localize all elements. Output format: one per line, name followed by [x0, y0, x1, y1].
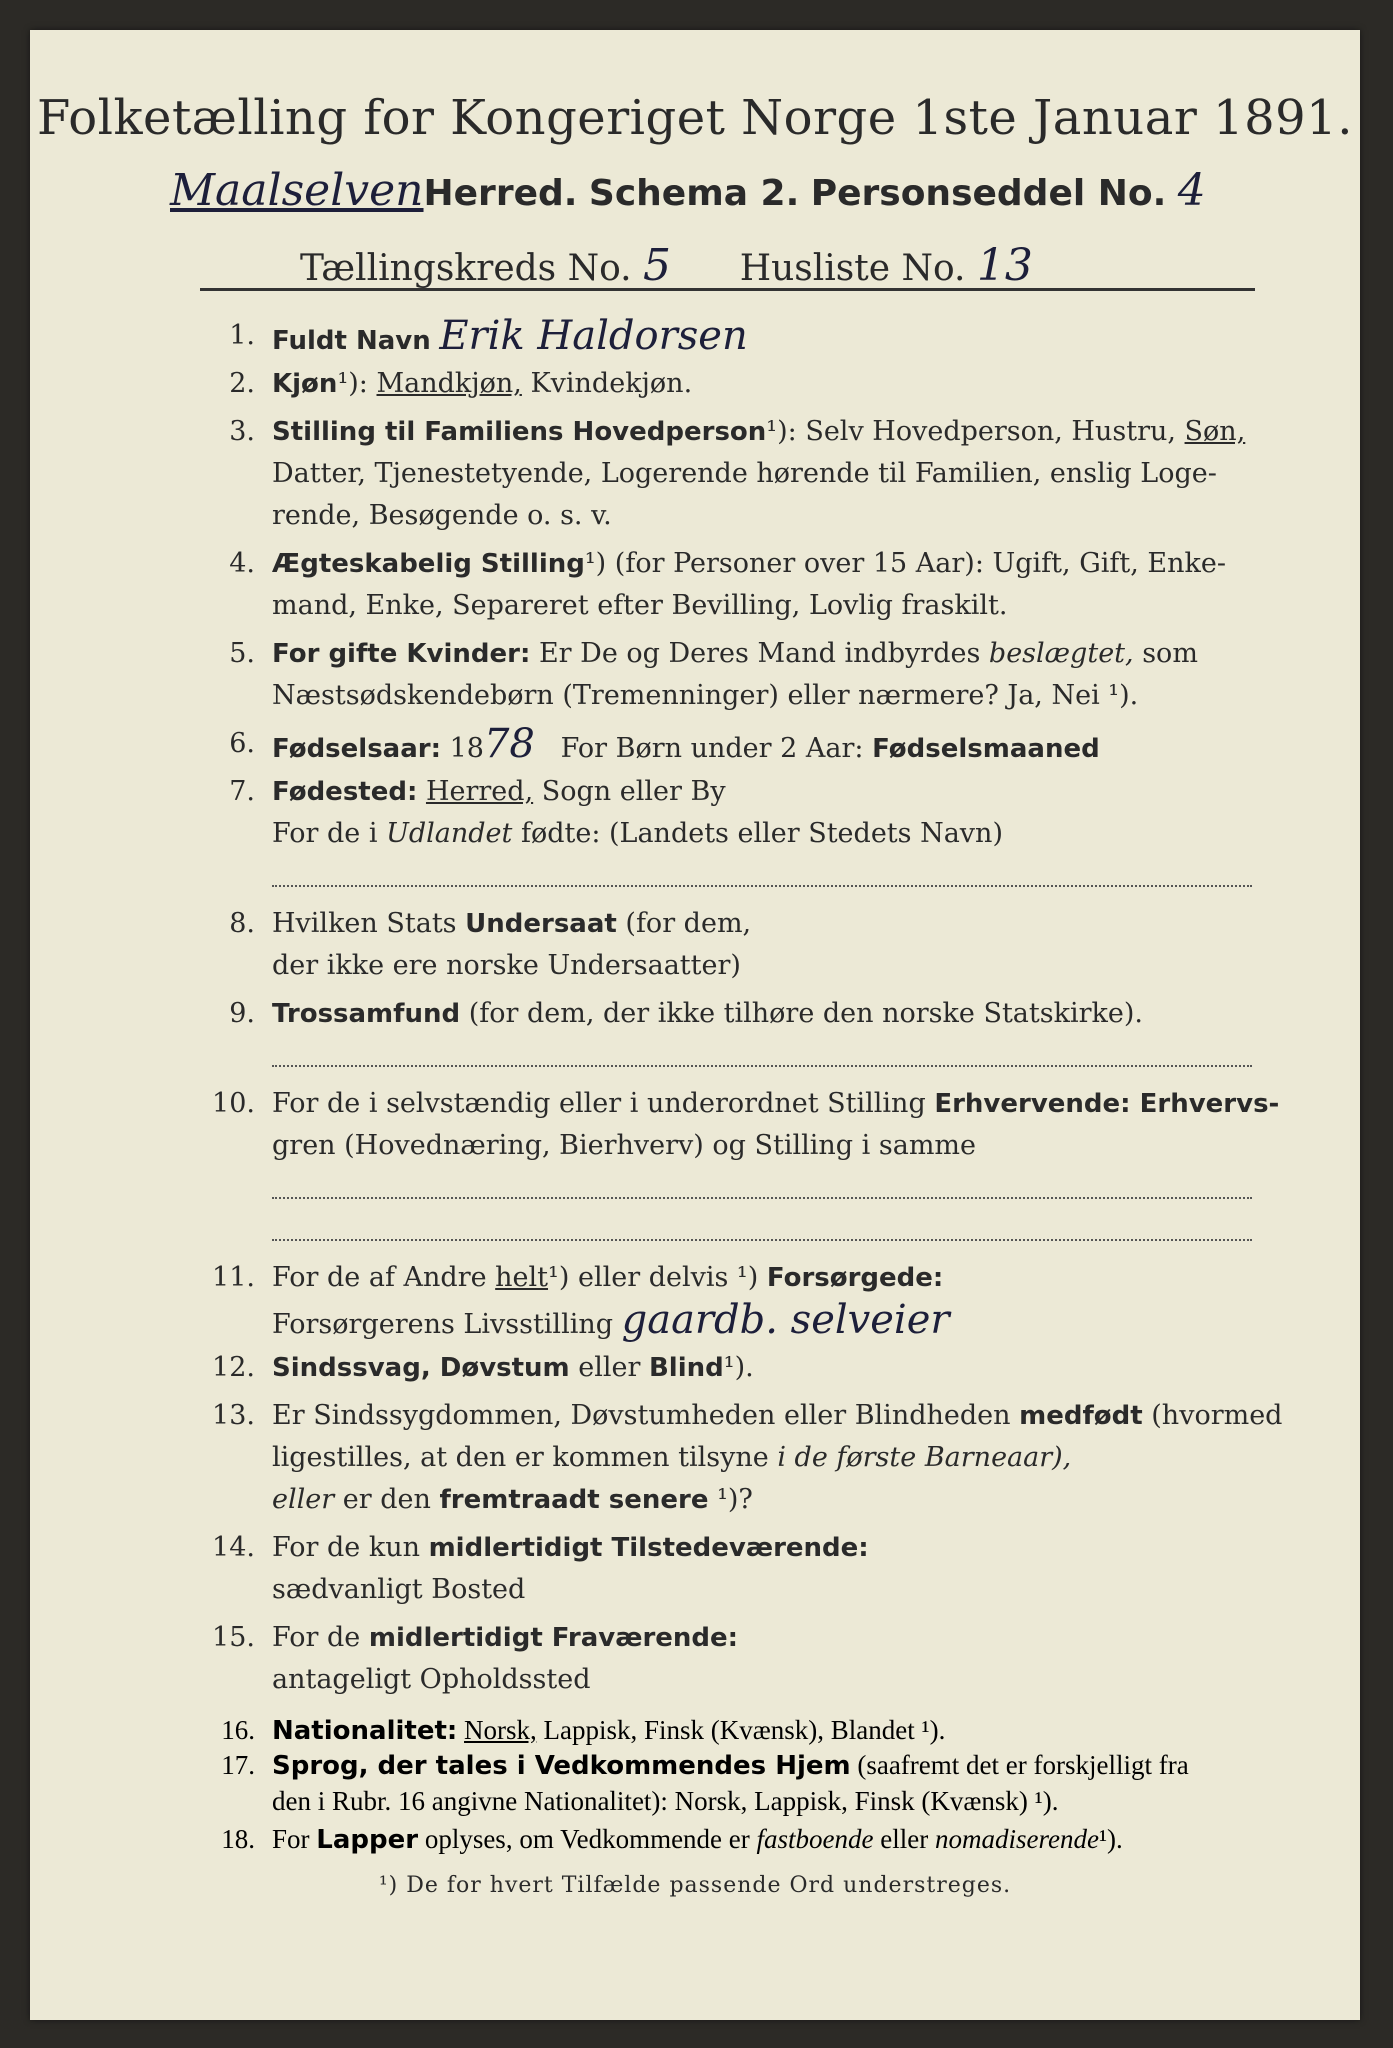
personseddel-value: 4	[1177, 165, 1206, 216]
personseddel-label: Personseddel No.	[810, 173, 1167, 214]
taellingskreds-value: 5	[643, 240, 672, 291]
schema-label: Schema 2.	[588, 173, 800, 214]
birth-year-value: 78	[483, 721, 535, 767]
husliste-value: 13	[976, 240, 1033, 291]
full-name-label: Fuldt Navn	[272, 326, 431, 356]
taellingskreds-label: Tællingskreds No.	[300, 248, 632, 289]
sex-selected: Mandkjøn,	[376, 368, 522, 399]
footnote: ¹) De for hvert Tilfælde passende Ord understreges.	[378, 1873, 1012, 1898]
nationality-selected: Norsk,	[464, 1715, 537, 1745]
form-title: Folketælling for Kongeriget Norge 1ste Januar 1891.	[37, 90, 1353, 146]
full-name-value: Erik Haldorsen	[439, 313, 748, 359]
birthplace-selected: Herred,	[425, 776, 534, 807]
herred-value: Maalselven	[170, 165, 424, 216]
provider-occupation-value: gaardb. selveier	[621, 1297, 950, 1343]
husliste-label: Husliste No.	[739, 248, 966, 289]
census-form: Folketælling for Kongeriget Norge 1ste Januar 1891. MaalselvenHerred. Schema 2. Personseddel No. 4 Tællingskreds No. 5 Husliste No. 13 1. Fuldt Navn Erik Haldorsen 2. Kjøn¹): Mandkjøn, Kvindekjøn. 3. Stilling til Familiens Hovedperson¹): Selv Hovedperson, Hustru, Søn, Datter, Tjenestetyende, Logerende hørende til Familien, enslig Loge- rende, Besøgende o. s. v. 4. Ægteskabelig Stilling¹) (for Personer over 15 Aar): Ugift, Gift, Enke- mand, Enke, Separeret efter Bevilling, Lovlig fraskilt. 5. For gifte Kvinder: Er De og Deres Mand indbyrdes beslægtet, som Næstsødskendebørn (Tremenninger) eller nærmere? Ja, Nei ¹). 6. Fødselsaar: 1878 For Børn under 2 Aar: Fødselsmaaned 7. Fødested: Herred, Sogn eller By For de i Udlandet fødte: (Landets eller Stedets Navn) 8. Hvilken Stats Undersaat (for dem, der ikke ere norske Undersaatter) 9. Trossamfund (for dem, der ikke tilhøre den norske Statskirke). 10. For de i selvstændig eller i underordnet Stilling Erhvervende: Erhvervs- gren (Hovednæring, Bierhverv) og Stilling i samme 11. For de af Andre helt¹) eller delvis ¹) Forsørgede: Forsørgerens Livsstilling gaardb. selveier 12. Sindssvag, Døvstum eller Blind¹). 13. Er Sindssygdommen, Døvstumheden eller Blindheden medfødt (hvormed ligestilles, at den er kommen tilsyne i de første Barneaar), eller er den fremtraadt senere ¹)? 14. For de kun midlertidigt Tilstedeværende: sædvanligt Bosted 15. For de midlertidigt Fraværende: antageligt Opholdssted	[30, 30, 1360, 2020]
form-lower	[30, 30, 1360, 2020]
form-tail: 16. Nationalitet: Norsk, Lappisk, Finsk (Kvænsk), Blandet ¹). 17. Sprog, der tales i Vedkommendes Hjem (saafremt det er forskjelligt fra den i Rubr. 16 angivne Nationalitet): Norsk, Lappisk, Finsk (Kvænsk) ¹). 18. For Lapper oplyses, om Vedkommende er fastboende eller nomadiserende¹).	[221, 1715, 1189, 1855]
relation-selected: Søn,	[1184, 416, 1246, 447]
herred-label: Herred.	[423, 173, 578, 214]
